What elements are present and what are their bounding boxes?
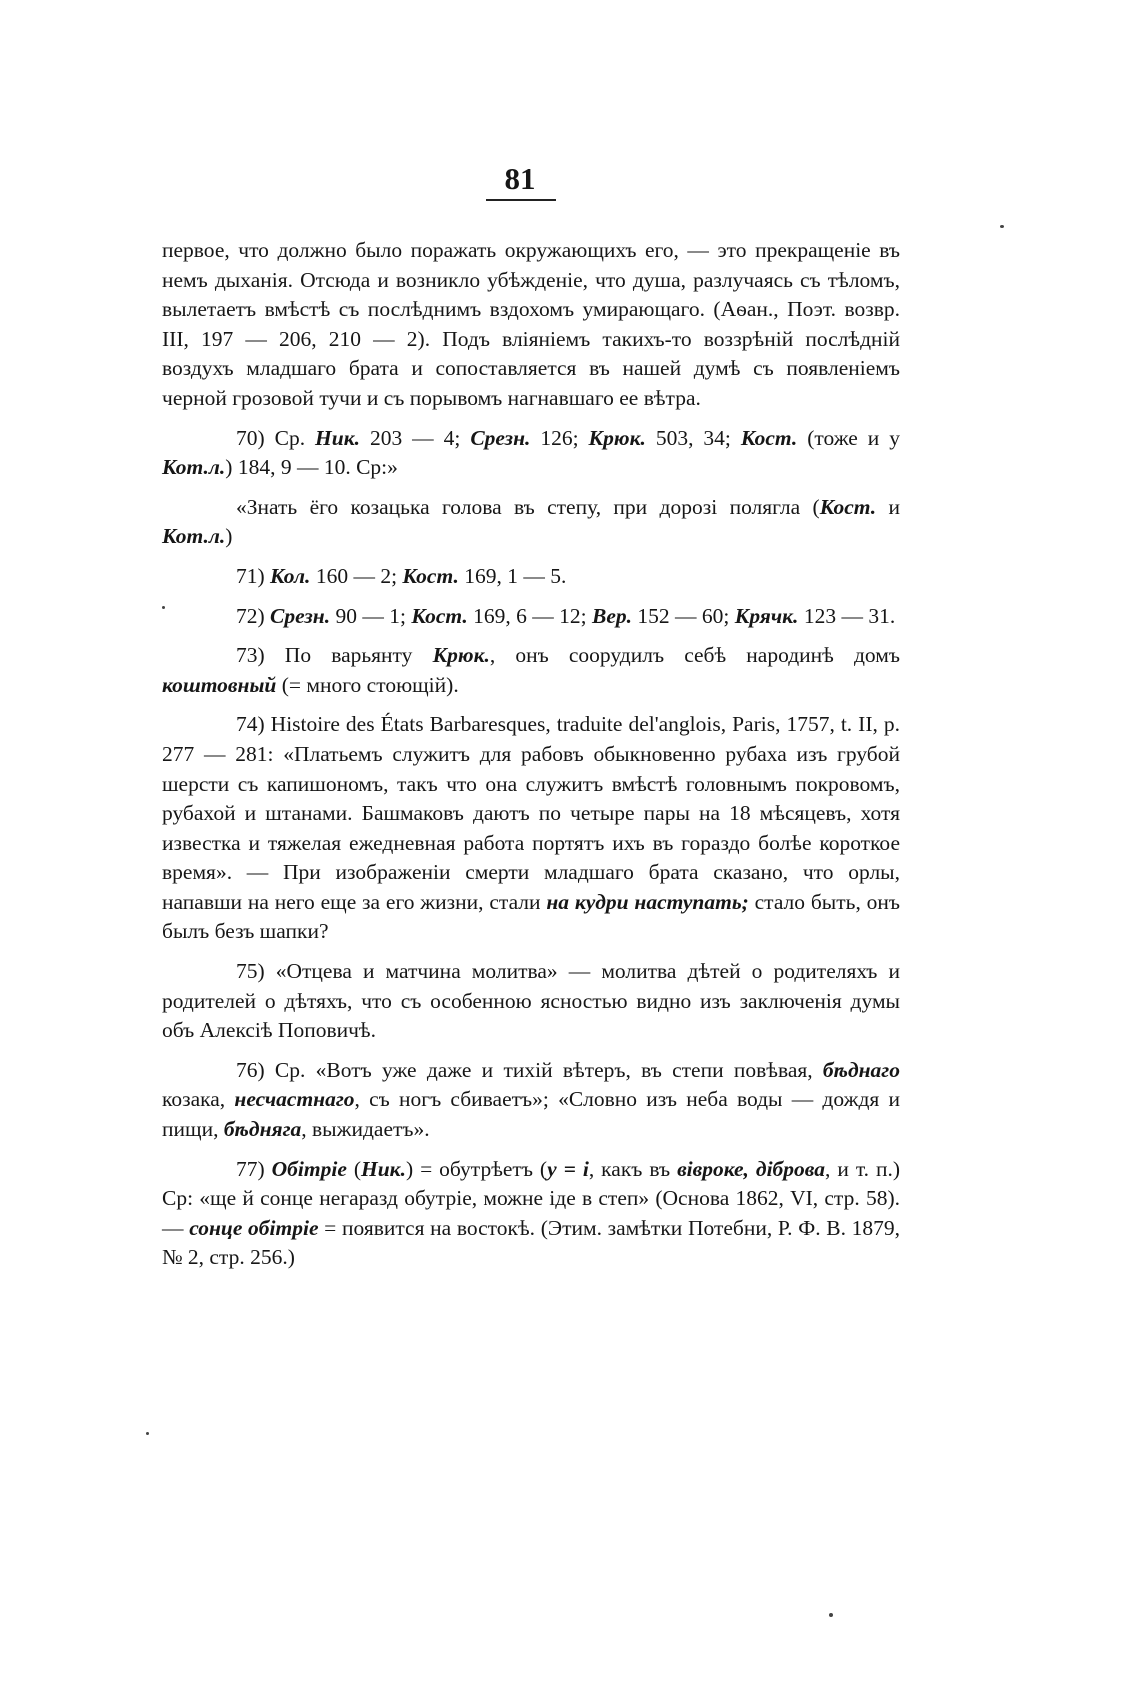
print-speck: [829, 1613, 833, 1617]
italic-citation: Кот.л.: [162, 524, 226, 549]
text-run: 503, 34;: [645, 425, 741, 450]
italic-citation: вівроке, діброва: [677, 1156, 825, 1181]
italic-citation: Кот.л.: [162, 455, 226, 480]
text-run: 73) По варьянту: [236, 643, 433, 668]
italic-citation: Кост.: [740, 425, 798, 450]
text-run: 169, 1 — 5.: [458, 563, 567, 588]
italic-citation: Крюк.: [432, 643, 490, 668]
text-run: 70) Ср.: [236, 425, 316, 450]
italic-citation: сонце обітріе: [189, 1215, 319, 1240]
print-speck: [1000, 225, 1004, 228]
text-run: 169, 6 — 12;: [467, 603, 592, 628]
italic-citation: Крюк.: [588, 425, 646, 450]
text-run: (= много стоющій).: [276, 672, 459, 697]
paragraph-p77: [162, 1155, 900, 1273]
text-run: 77): [236, 1156, 272, 1181]
italic-citation: Срезн.: [470, 425, 531, 450]
text-run: первое, что должно было поражать окружающихъ его, — это прекращеніе въ немъ дыханія. Отсюда и возникло убѣжденіе, что душа, разлучаясь съ тѣломъ, вылетаетъ вмѣстѣ съ послѣднимъ вздохомъ умирающаго. (Аѳан., Поэт. возвр. III, 197 — 206, 210 — 2). Подъ вліяніемъ такихъ-то воззрѣній послѣдній воздухъ младшаго брата и сопоставляется въ нашей думѣ съ появленіемъ черной грозовой тучи и съ порывомъ нагнавшаго ее вѣтра.: [162, 238, 900, 410]
text-run: 123 — 31.: [798, 603, 896, 628]
paragraph-p71: [162, 562, 900, 592]
paragraph-p0: [162, 236, 900, 414]
text-run: 126;: [530, 425, 589, 450]
text-run: 152 — 60;: [632, 603, 735, 628]
text-run: 160 — 2;: [310, 563, 403, 588]
paragraph-p70: [162, 424, 900, 483]
text-run: 75) «Отцева и матчина молитва» — молитва дѣтей о родителяхъ и родителей о дѣтяхъ, что съ особенною ясностью видно изъ заключенія думы объ Алексіѣ Поповичѣ.: [162, 959, 900, 1043]
text-run: 76) Ср. «Вотъ уже даже и тихій вѣтеръ, въ степи повѣвая,: [236, 1057, 823, 1082]
text-run: 71): [236, 563, 271, 588]
text-run: 90 — 1;: [330, 603, 412, 628]
page-number: 81: [504, 161, 536, 196]
text-run: 72): [236, 603, 271, 628]
text-run: , съ ногъ сбиваетъ»; «Словно изъ неба воды — дождя и пищи,: [162, 1087, 900, 1142]
text-run: «Знать ёго козацька голова въ степу, при дорозі полягла (: [236, 494, 820, 519]
italic-citation: несчастнаго: [234, 1087, 355, 1112]
italic-citation: Кол.: [270, 563, 311, 588]
paragraph-p75: [162, 957, 900, 1046]
italic-citation: Ник.: [315, 425, 360, 450]
italic-citation: Вер.: [592, 603, 633, 628]
text-run: козака,: [162, 1087, 235, 1112]
paragraph-p70q: [162, 493, 900, 552]
paragraph-p74: [162, 710, 900, 947]
italic-citation: Ник.: [361, 1156, 406, 1181]
italic-citation: бѣдняга: [223, 1117, 302, 1142]
text-run: ): [225, 524, 233, 549]
body-text: [162, 236, 900, 1283]
text-run: стало быть, онъ былъ безъ шапки?: [162, 889, 901, 944]
italic-citation: Кост.: [402, 563, 459, 588]
italic-citation: Крячк.: [734, 603, 799, 628]
paragraph-p72: [162, 602, 900, 632]
text-run: = появится на востокѣ. (Этим. замѣтки Потебни, Р. Ф. В. 1879, № 2, стр. 256.): [162, 1215, 901, 1270]
text-run: , какъ въ: [588, 1156, 678, 1181]
italic-citation: Обітріе: [271, 1156, 347, 1181]
text-run: ) = обутрѣетъ (: [405, 1156, 548, 1181]
print-speck: [146, 1432, 149, 1435]
text-run: , онъ соорудилъ себѣ народинѣ домъ: [489, 643, 900, 668]
text-run: , и т. п.) Ср: «ще й сонце негаразд обутріе, можне іде в степ» (Основа 1862, VI, стр. 58). —: [162, 1156, 900, 1240]
text-run: 74) Histoire des États Barbaresques, traduite del'anglois, Paris, 1757, t. II, p. 277 — 281: «Платьемъ служитъ для рабовъ обыкновенно рубаха изъ грубой шерсти съ капишономъ, такъ что она служитъ вмѣстѣ головнымъ покровомъ, рубахой и штанами. Башмаковъ даютъ по четыре пары на 18 мѣсяцевъ, хотя известка и тяжелая ежедневная работа портятъ ихъ въ гораздо болѣе короткое время». — При изображеніи смерти младшаго брата сказано, что орлы, напавши на него еще за его жизни, стали: [162, 712, 900, 914]
italic-citation: Кост.: [411, 603, 468, 628]
text-run: , выжидаетъ».: [301, 1117, 430, 1142]
text-run: (тоже и у: [797, 425, 901, 450]
text-run: и: [876, 494, 900, 519]
text-run: (: [346, 1156, 361, 1181]
text-run: 203 — 4;: [360, 425, 471, 450]
paragraph-p73: [162, 641, 900, 700]
print-speck: [162, 606, 165, 609]
italic-citation: коштовный: [162, 672, 277, 697]
italic-citation: Срезн.: [270, 603, 331, 628]
italic-citation: Кост.: [819, 494, 877, 519]
italic-citation: у = і: [547, 1156, 589, 1181]
text-run: ) 184, 9 — 10. Ср:»: [225, 455, 398, 480]
paragraph-p76: [162, 1056, 900, 1145]
page-number-rule: [486, 199, 556, 201]
italic-citation: на кудри наступать;: [546, 889, 749, 914]
italic-citation: бѣднаго: [822, 1057, 900, 1082]
